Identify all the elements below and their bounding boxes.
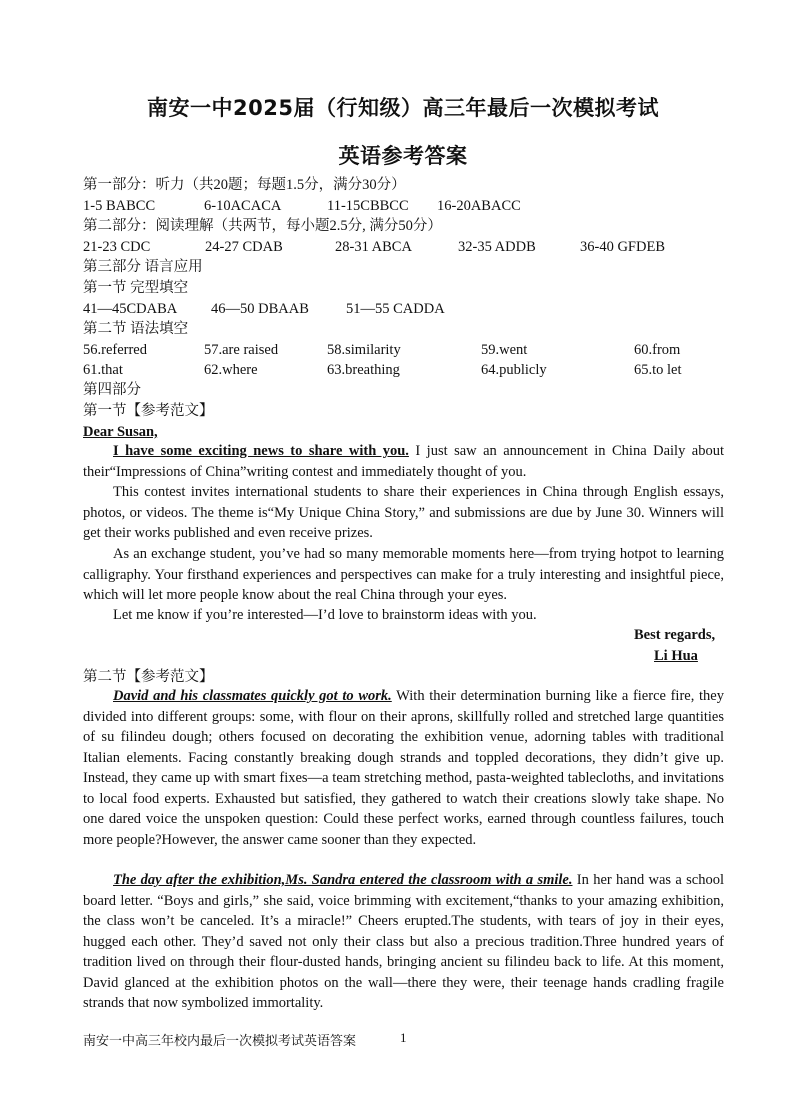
exam-title: 南安一中2025届（行知级）高三年最后一次模拟考试 (147, 96, 659, 120)
part2-answer: 21-23 CDC (83, 239, 151, 255)
grammar-answer: 61.that (83, 362, 123, 378)
part4-heading: 第四部分 (83, 382, 141, 398)
part3-heading: 第三部分 语言应用 (83, 259, 203, 275)
footer-text: 南安一中高三年校内最后一次模拟考试英语答案 (83, 1033, 357, 1048)
writing2-heading: 第二节【参考范文】 (83, 669, 214, 685)
grammar-answer: 58.similarity (327, 342, 401, 358)
grammar-answer: 63.breathing (327, 362, 400, 378)
cloze-answer: 41—45CDABA (83, 301, 178, 317)
grammar-answer: 60.from (634, 342, 681, 358)
cloze-heading: 第一节 完型填空 (83, 280, 189, 296)
continuation-paragraph (83, 870, 724, 1014)
letter-paragraph: Let me know if you’re interested—I’d love to brainstorm ideas with you. (113, 607, 537, 623)
part2-answer: 24-27 CDAB (205, 239, 283, 255)
part2-answer: 28-31 ABCA (335, 239, 412, 255)
letter-text: I just saw an announcement in China Daily about their“Impressions of China”writing contest and immediately thought of you. (83, 443, 724, 480)
part1-answer: 16-20ABACC (437, 198, 521, 214)
grammar-answer: 57.are raised (204, 342, 279, 358)
grammar-answer: 59.went (481, 342, 528, 358)
part2-answer: 32-35 ADDB (458, 239, 536, 255)
part1-answer: 11-15CBBCC (327, 198, 409, 214)
letter-closing: Best regards, (634, 627, 716, 643)
writing1-heading: 第一节【参考范文】 (83, 403, 214, 419)
cloze-answer: 46—50 DBAAB (211, 301, 309, 317)
continuation-paragraph (83, 686, 724, 850)
letter-greeting: Dear Susan, (83, 424, 158, 440)
grammar-answer: 56.referred (83, 342, 147, 358)
part1-answer: 1-5 BABCC (83, 198, 156, 214)
letter-paragraph: As an exchange student, you’ve had so many memorable moments here—from trying hotpot to learning calligraphy. Your firsthand experiences and perspectives can make for a truly interesting and insightful piece, which will let more people know about the real China through your eyes. (83, 546, 724, 603)
grammar-answer: 62.where (204, 362, 258, 378)
part2-answer: 36-40 GFDEB (580, 239, 665, 255)
page-number: 1 (400, 1030, 407, 1045)
part1-answer: 6-10ACACA (204, 198, 282, 214)
cloze-answer: 51—55 CADDA (346, 301, 445, 317)
continuation-text: With their determination burning like a fierce fire, they divided into different groups: some, with flour on their aprons, skillfully rolled and stretched large quantities of su filindeu dough; others focused on decorating the exhibition venue, adorning tables with traditional Italian elements. Facing constantly breaking dough strands and toppled decorations, they didn’t give up. Instead, they came up with smart fixes—a team stretching method, pasta-weighted tablecloths, and invitations to local food experts. Exhausted but satisfied, they gathered to watch their creations slowly take shape. No one dared voice the unspoken question: Could these perfect works, earned through countless failures, touch more people?However, the answer came sooner than they expected. (83, 688, 724, 848)
grammar-answer: 65.to let (634, 362, 682, 378)
letter-lead-sentence: I have some exciting news to share with you. (113, 443, 409, 459)
part1-heading: 第一部分：听力（共20题；每题1.5分，满分30分） (83, 177, 406, 193)
continuation-lead-sentence: David and his classmates quickly got to work. (113, 688, 392, 704)
grammar-answer: 64.publicly (481, 362, 547, 378)
letter-paragraph (83, 441, 724, 482)
continuation-lead-sentence: The day after the exhibition,Ms. Sandra entered the classroom with a smile. (113, 872, 573, 888)
answer-key-subtitle: 英语参考答案 (338, 144, 468, 168)
continuation-text: In her hand was a school board letter. “Boys and girls,” she said, voice brimming with excitement,“thanks to your amazing exhibition, the class won’t be canceled. It’s a miracle!” Cheers erupted.The students, with tears of joy in their eyes, hugged each other. They’d saved not only their class but also a precious tradition.Three hundred years of tradition lived on through their flour-dusted hands, bringing ancient su filindeu back to life. At this moment, David glanced at the exhibition photos on the wall—there they were, their teenage hands cradling fragile strands that now symbolized immortality. (83, 872, 724, 1011)
letter-signature: Li Hua (654, 648, 698, 664)
part2-heading: 第二部分：阅读理解（共两节，每小题2.5分, 满分50分） (83, 218, 442, 234)
grammar-heading: 第二节 语法填空 (83, 321, 189, 337)
letter-paragraph: This contest invites international students to share their experiences in China through English essays, photos, or videos. The theme is“My Unique China Story,” and submissions are due by June 30. Winners will get their works published and even receive prizes. (83, 484, 724, 541)
